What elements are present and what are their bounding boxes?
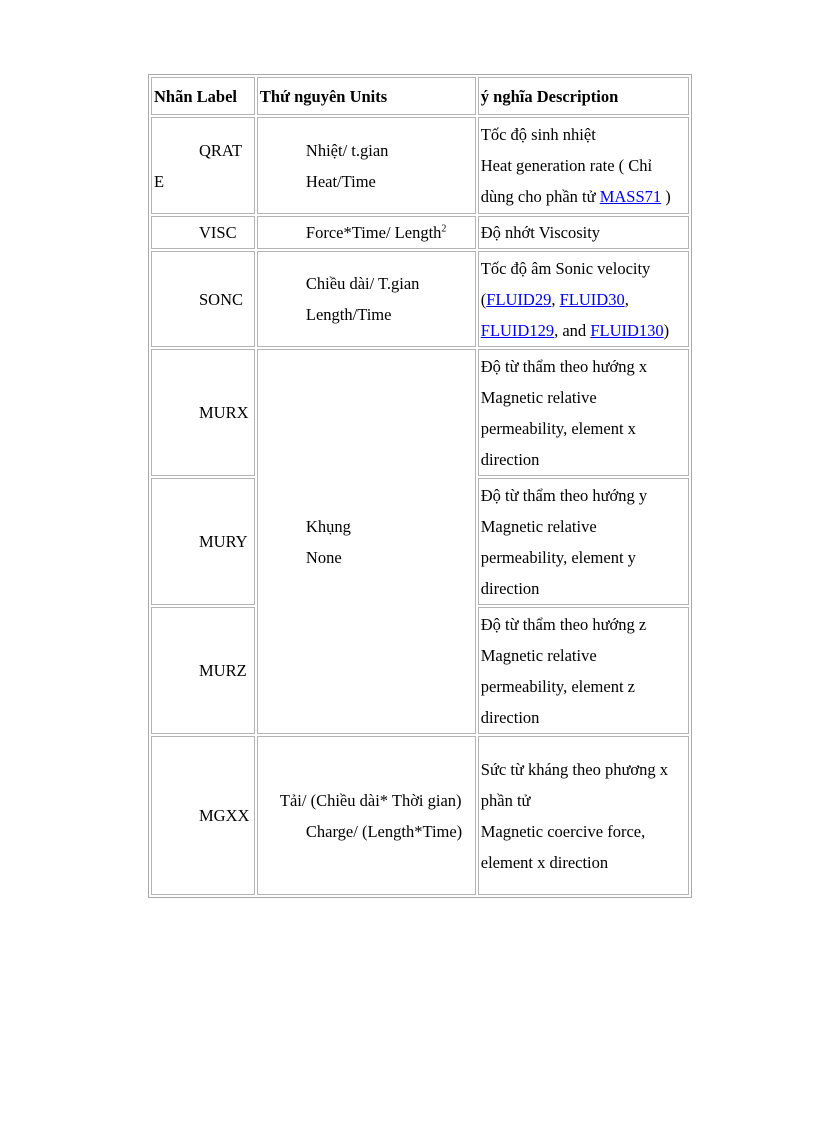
label-text: SONC	[199, 289, 244, 309]
label-cell	[151, 117, 255, 214]
description-text: )	[661, 187, 671, 206]
link-fluid129[interactable]: FLUID129	[480, 320, 555, 340]
label-text: MURY	[199, 532, 248, 551]
table-row	[151, 216, 689, 249]
description-line: Magnetic coercive force, element x direction	[480, 821, 646, 872]
units-cell	[257, 216, 476, 249]
units-line: Nhiệt/ t.gian	[305, 140, 389, 160]
description-cell	[478, 607, 689, 734]
header-label: Nhãn Label	[151, 77, 255, 115]
units-line	[260, 217, 473, 248]
units-line: None	[305, 547, 342, 567]
units-exponent: 2	[441, 223, 447, 235]
units-line: Length/Time	[305, 305, 392, 324]
separator: ,	[551, 289, 560, 309]
description-cell	[478, 251, 689, 347]
description-cell	[478, 478, 689, 605]
description-cell: Độ nhớt Viscosity	[478, 216, 689, 249]
label-cell	[151, 349, 255, 476]
label-text: MURX	[199, 403, 249, 422]
units-line: Charge/ (Length*Time)	[305, 821, 463, 841]
label-text: MURZ	[199, 661, 247, 680]
description-line: Độ từ thẩm theo hướng z	[480, 614, 647, 634]
description-text: (	[480, 289, 487, 309]
units-line: Heat/Time	[305, 171, 376, 191]
units-cell	[257, 736, 476, 895]
units-line: Chiều dài/ T.gian	[305, 274, 420, 293]
separator: , and	[554, 320, 591, 340]
description-line: Tốc độ âm Sonic velocity	[480, 258, 651, 278]
link-mass71[interactable]: MASS71	[599, 187, 662, 206]
separator: ,	[624, 289, 629, 309]
description-line: Sức từ kháng theo phương x phần tử	[480, 759, 669, 810]
label-cell	[151, 251, 255, 347]
table-row	[151, 251, 689, 347]
units-line: Tải/ (Chiều dài* Thời gian)	[279, 790, 462, 810]
header-description: ý nghĩa Description	[478, 77, 689, 115]
description-text: )	[663, 320, 670, 340]
table-row	[151, 117, 689, 214]
description-line: Độ từ thẩm theo hướng y	[480, 485, 648, 505]
description-line: Độ từ thẩm theo hướng x	[480, 356, 648, 376]
units-line: Khụng	[305, 516, 351, 536]
link-fluid30[interactable]: FLUID30	[559, 289, 625, 309]
label-text: QRAT	[199, 140, 243, 160]
description-line: Magnetic relative permeability, element y direction	[480, 516, 636, 598]
header-units: Thứ nguyên Units	[257, 77, 476, 115]
material-properties-table	[148, 74, 692, 898]
table-row	[151, 349, 689, 476]
label-cell	[151, 607, 255, 734]
label-text: VISC	[199, 223, 237, 242]
shared-units-cell	[257, 349, 476, 734]
label-text-wrap: E	[154, 171, 165, 191]
units-cell	[257, 251, 476, 347]
label-cell	[151, 736, 255, 895]
units-base: Force*Time/ Length	[305, 223, 442, 242]
units-cell	[257, 117, 476, 214]
description-text: Heat generation rate ( Chỉ dùng cho phần tử	[480, 156, 653, 206]
label-cell	[151, 478, 255, 605]
label-text: MGXX	[199, 806, 250, 825]
table-row	[151, 736, 689, 895]
description-cell	[478, 349, 689, 476]
description-line: Tốc độ sinh nhiệt	[480, 125, 596, 144]
description-cell	[478, 117, 689, 214]
description-line: Magnetic relative permeability, element x direction	[480, 387, 636, 469]
header-row	[151, 77, 689, 115]
description-cell	[478, 736, 689, 895]
link-fluid29[interactable]: FLUID29	[486, 289, 552, 309]
description-line: Magnetic relative permeability, element z direction	[480, 645, 636, 727]
link-fluid130[interactable]: FLUID130	[590, 320, 664, 340]
label-cell	[151, 216, 255, 249]
